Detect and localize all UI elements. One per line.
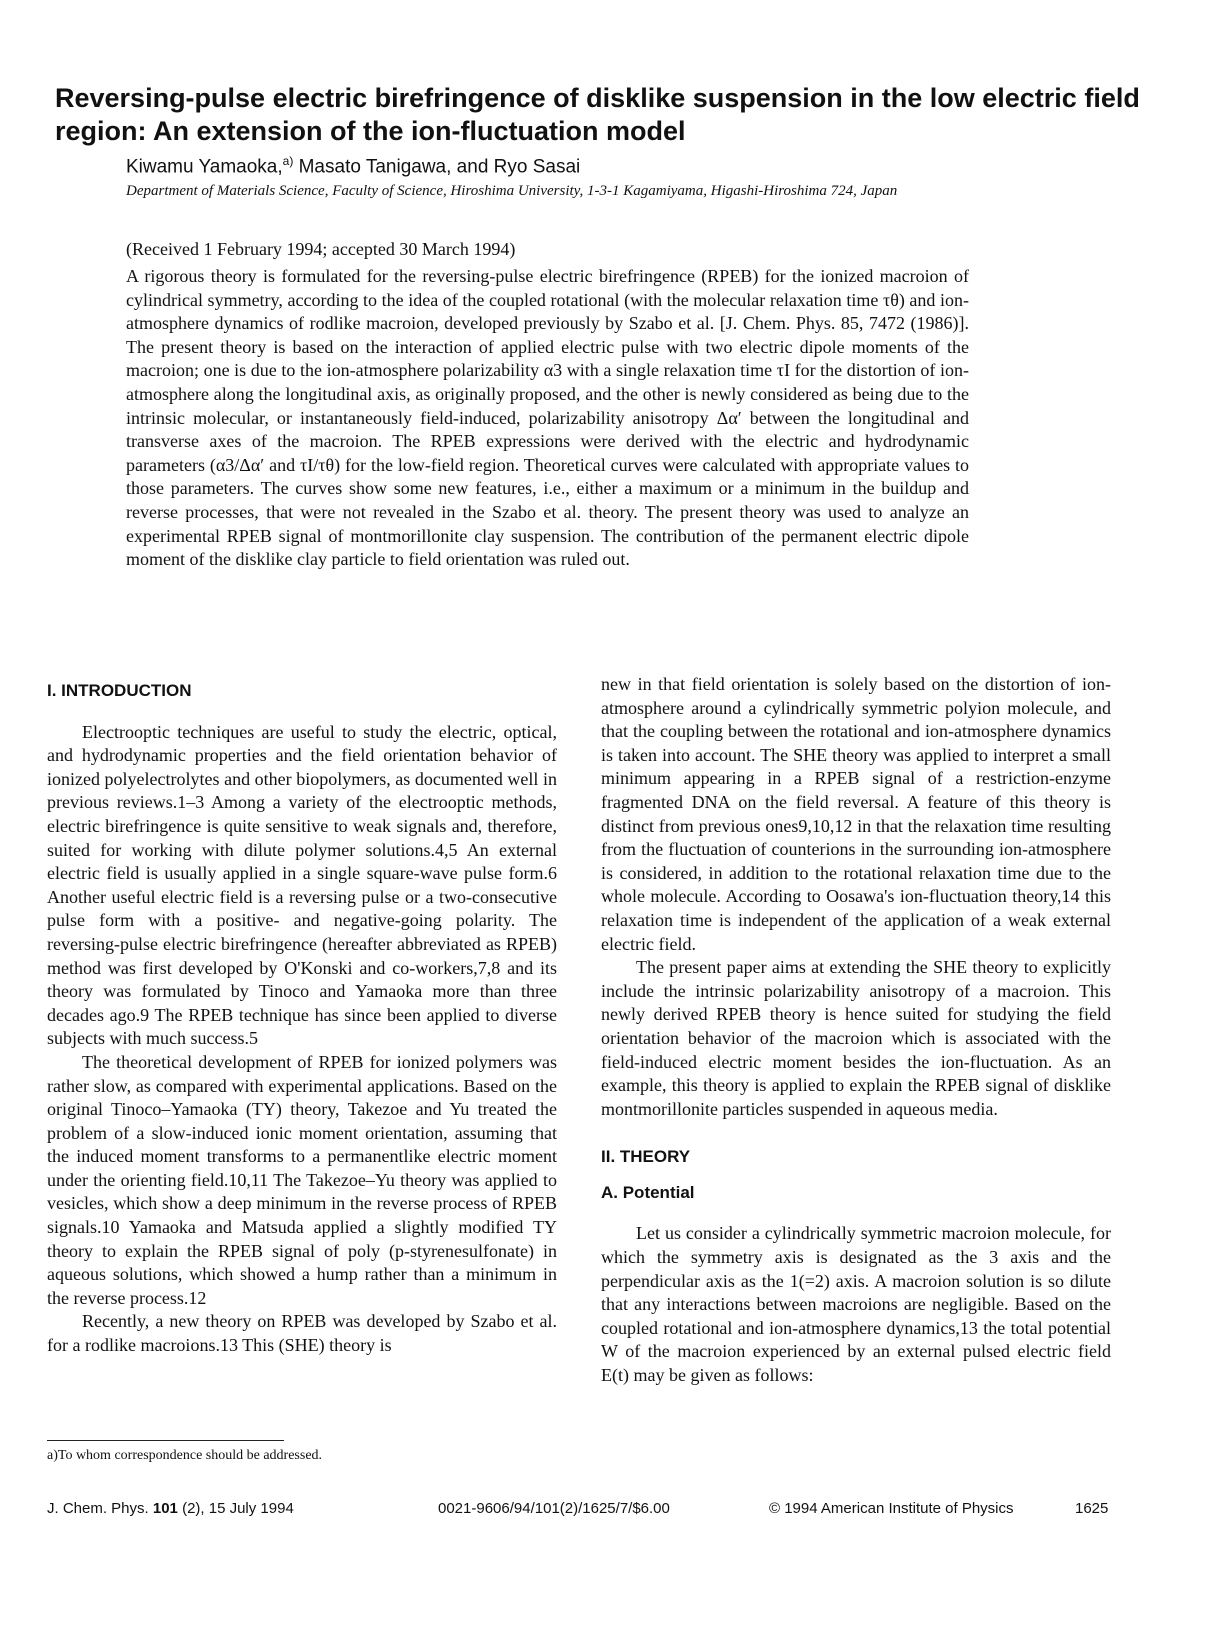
journal-issue-date: (2), 15 July 1994 xyxy=(177,1500,294,1517)
left-column xyxy=(47,673,557,1358)
body-paragraph: Let us consider a cylindrically symmetric macroion molecule, for which the symmetry axis is designated as the 3 axis and the perpendicular axis as the 1(=2) axis. A macroion solution is so dilute that any interactions between macroions are negligible. Based on the coupled rotational and ion-atmosphere dynamics,13 the total potential W of the macroion experienced by an external pulsed electric field E(t) may be given as follows: xyxy=(601,1223,1111,1386)
body-paragraph: The theoretical development of RPEB for ionized polymers was rather slow, as compared with experimental applications. Based on the original Tinoco–Yamaoka (TY) theory, Takezoe and Yu treated the problem of a slow-induced ionic moment orientation, assuming that the induced moment transforms to a permanentlike electric moment under the orienting field.10,11 The Takezoe–Yu theory was applied to vesicles, which show a deep minimum in the reverse process of RPEB signals.10 Yamaoka and Matsuda applied a slightly modified TY theory to explain the RPEB signal of poly (p-styrenesulfonate) in aqueous solutions, which showed a hump rather than a minimum in the reverse process.12 xyxy=(47,1051,557,1308)
author-names-rest: Masato Tanigawa, and Ryo Sasai xyxy=(293,156,581,178)
footnote: a)To whom correspondence should be addressed. xyxy=(47,1448,323,1463)
paper-title: Reversing-pulse electric birefringence of disklike suspension in the low electric field region: An extension of the ion-fluctuation model xyxy=(55,83,1140,146)
author-list xyxy=(126,154,580,178)
body-paragraph: Electrooptic techniques are useful to study the electric, optical, and hydrodynamic properties and the field orientation behavior of ionized polyelectrolytes and other biopolymers, as documented well in previous reviews.1–3 Among a variety of the electrooptic methods, electric birefringence is quite sensitive to weak signals and, therefore, suited for working with dilute polymer solutions.4,5 An external electric field is usually applied in a single square-wave pulse form.6 Another useful electric field is a reversing pulse or a two-consecutive pulse form with a positive- and negative-going polarity. The reversing-pulse electric birefringence (hereafter abbreviated as RPEB) method was first developed by O'Konski and co-workers,7,8 and its theory was formulated by Tinoco and Yamaoka more than three decades ago.9 The RPEB technique has since been applied to diverse subjects with much success.5 xyxy=(47,721,557,1049)
footer-citation xyxy=(47,1500,294,1517)
right-column xyxy=(601,673,1111,1388)
footer-article-code: 0021-9606/94/101(2)/1625/7/$6.00 xyxy=(438,1500,670,1517)
author-name-primary: Kiwamu Yamaoka, xyxy=(126,156,283,178)
page-number: 1625 xyxy=(1075,1500,1109,1517)
section-heading-introduction: I. INTRODUCTION xyxy=(47,681,192,700)
body-paragraph: Recently, a new theory on RPEB was developed by Szabo et al. for a rodlike macroions.13 This (SHE) theory is xyxy=(47,1311,557,1356)
affiliation: Department of Materials Science, Faculty of Science, Hiroshima University, 1-3-1 Kagamiyama, Higashi-Hiroshima 724, Japan xyxy=(126,183,898,199)
section-heading-theory: II. THEORY xyxy=(601,1147,691,1167)
journal-name: J. Chem. Phys. xyxy=(47,1500,153,1517)
footnote-rule xyxy=(47,1440,284,1441)
journal-volume: 101 xyxy=(152,1500,178,1517)
abstract: A rigorous theory is formulated for the reversing-pulse electric birefringence (RPEB) for the ionized macroion of cylindrical symmetry, according to the idea of the coupled rotational (with the molecular relaxation time τθ) and ion-atmosphere dynamics of rodlike macroion, developed previously by Szabo et al. [J. Chem. Phys. 85, 7472 (1986)]. The present theory is based on the interaction of applied electric pulse with two electric dipole moments of the macroion; one is due to the ion-atmosphere polarizability α3 with a single relaxation time τI for the distortion of ion-atmosphere along the longitudinal axis, as originally proposed, and the other is newly considered as being due to the intrinsic molecular, or instantaneously field-induced, polarizability anisotropy Δα′ between the longitudinal and transverse axes of the macroion. The RPEB expressions were derived with the electric and hydrodynamic parameters (α3/Δα′ and τI/τθ) for the low-field region. Theoretical curves were calculated with appropriate values to those parameters. The curves show some new features, i.e., either a maximum or a minimum in the buildup and reverse processes, that were not revealed in the Szabo et al. theory. The present theory was used to analyze an experimental RPEB signal of montmorillonite clay suspension. The contribution of the permanent electric dipole moment of the disklike clay particle to field orientation was ruled out. xyxy=(126,266,969,570)
body-paragraph: The present paper aims at extending the SHE theory to explicitly include the intrinsic polarizability anisotropy of a macroion. This newly derived RPEB theory is hence suited for studying the field orientation behavior of the macroion which is associated with the field-induced electric moment besides the ion-fluctuation. As an example, this theory is applied to explain the RPEB signal of disklike montmorillonite particles suspended in aqueous media. xyxy=(601,957,1111,1119)
received-dates: (Received 1 February 1994; accepted 30 March 1994) xyxy=(126,239,516,259)
author-footnote-mark: a) xyxy=(282,154,294,168)
footer-copyright: © 1994 American Institute of Physics xyxy=(769,1500,1014,1517)
body-paragraph: new in that field orientation is solely based on the distortion of ion-atmosphere around a cylindrically symmetric polyion molecule, and that the coupling between the rotational and ion-atmosphere dynamics is taken into account. The SHE theory was applied to interpret a small minimum appearing in a RPEB signal of a restriction-enzyme fragmented DNA on the field reversal. A feature of this theory is distinct from previous ones9,10,12 in that the relaxation time resulting from the fluctuation of counterions in the surrounding ion-atmosphere is considered, in addition to the rotational relaxation time due to the whole molecule. According to Oosawa's ion-fluctuation theory,14 this relaxation time is independent of the application of a weak external electric field. xyxy=(601,674,1111,954)
subsection-heading-potential: A. Potential xyxy=(601,1182,695,1202)
